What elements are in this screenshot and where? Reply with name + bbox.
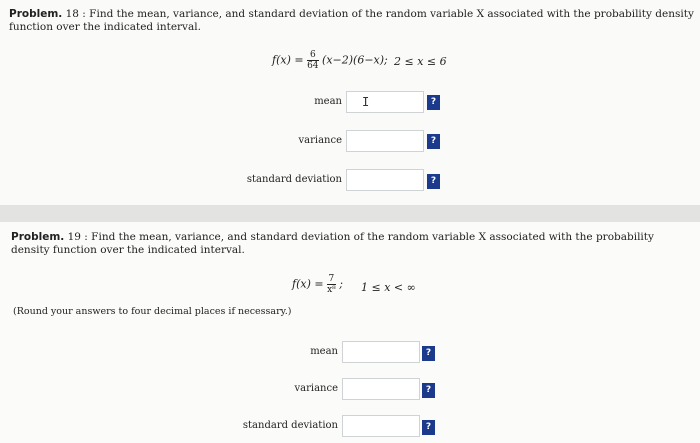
problem-19-sd-input[interactable] <box>342 415 420 437</box>
problem-19-interval: 1 ≤ x < ∞ <box>361 281 416 294</box>
problem-19-mean-label: mean <box>310 346 338 357</box>
function-rhs: (x−2)(6−x); <box>322 53 388 67</box>
rounding-note: (Round your answers to four decimal places if necessary.) <box>13 306 292 317</box>
problem-18-variance-label: variance <box>298 135 342 146</box>
fraction-numerator: 6 <box>307 50 318 61</box>
function-lhs: f(x) = <box>292 277 324 291</box>
problem-19-sd-label: standard deviation <box>242 420 338 431</box>
problem-19-text: 19 : Find the mean, variance, and standard deviation of the random variable X associated with the probability density function over the indicated interval. <box>11 231 654 256</box>
function-lhs: f(x) = <box>272 53 304 67</box>
problem-19-mean-input[interactable] <box>342 341 420 363</box>
problem-18-mean-label: mean <box>314 96 342 107</box>
fraction-numerator: 7 <box>328 274 335 284</box>
problem-18-statement <box>9 8 694 34</box>
text-cursor-icon: I <box>362 95 370 109</box>
problem-19-variance-label: variance <box>294 383 338 394</box>
problem-19-variance-help-button[interactable]: ? <box>422 383 435 398</box>
problem-18-sd-label: standard deviation <box>246 174 342 185</box>
problem-19-panel <box>0 222 700 443</box>
function-fraction <box>327 274 336 295</box>
problem-18-text: 18 : Find the mean, variance, and standard deviation of the random variable X associated with the probability density function over the indicated interval. <box>9 8 694 33</box>
fraction-denominator: 64 <box>307 61 319 71</box>
problem-18-function <box>272 50 388 71</box>
problem-18-panel <box>0 0 700 205</box>
problem-19-mean-help-button[interactable]: ? <box>422 346 435 361</box>
fraction-denominator: x⁸ <box>327 285 336 295</box>
problem-18-heading: Problem. <box>9 8 63 20</box>
problem-18-variance-help-button[interactable]: ? <box>427 134 440 149</box>
problem-19-heading: Problem. <box>11 231 65 243</box>
problem-19-sd-help-button[interactable]: ? <box>422 420 435 435</box>
problem-18-variance-input[interactable] <box>346 130 424 152</box>
problem-18-mean-input[interactable] <box>346 91 424 113</box>
problem-18-interval: 2 ≤ x ≤ 6 <box>394 55 447 68</box>
problem-18-mean-help-button[interactable]: ? <box>427 95 440 110</box>
problem-19-function <box>292 274 343 295</box>
function-rhs: ; <box>339 277 343 291</box>
problem-18-sd-help-button[interactable]: ? <box>427 174 440 189</box>
section-divider <box>0 205 700 222</box>
problem-19-variance-input[interactable] <box>342 378 420 400</box>
problem-19-statement <box>11 231 691 257</box>
problem-18-sd-input[interactable] <box>346 169 424 191</box>
function-fraction <box>307 50 318 71</box>
